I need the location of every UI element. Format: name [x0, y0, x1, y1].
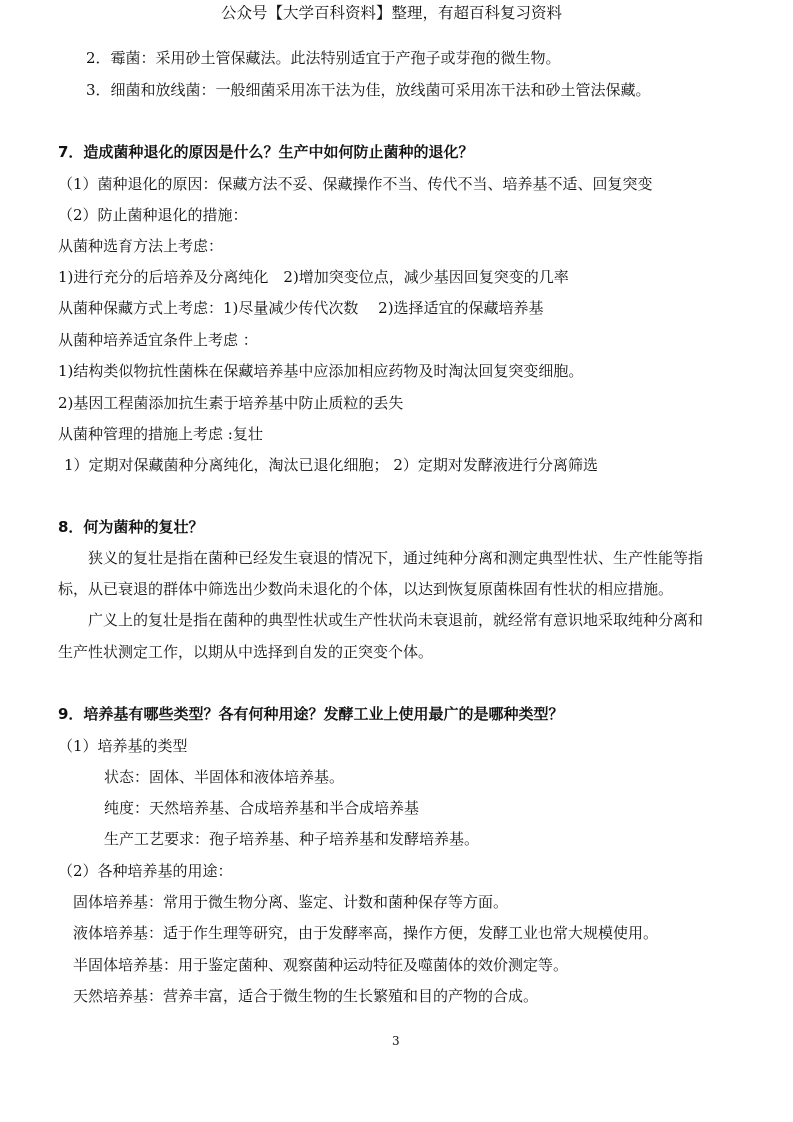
- q9-line: 液体培养基：适于作生理等研究，由于发酵率高，操作方便，发酵工业也常大规模使用。: [73, 924, 659, 942]
- q9-line: 生产工艺要求：孢子培养基、种子培养基和发酵培养基。: [104, 830, 480, 848]
- q7-line: 从菌种培养适宜条件上考虑 ：: [58, 331, 258, 349]
- q9-line: （1）培养基的类型: [58, 737, 188, 755]
- intro-item-2: 2．霉菌：采用砂土管保藏法。此法特别适宜于产孢子或芽孢的微生物。: [86, 49, 561, 67]
- page-header: 公众号【大学百科资料】整理，有超百科复习资料: [221, 4, 563, 22]
- q9-line: 纯度：天然培养基、合成培养基和半合成培养基: [104, 799, 420, 817]
- q7-line: 从菌种保藏方式上考虑：1)尽量减少传代次数 2)选择适宜的保藏培养基: [58, 299, 544, 317]
- q9-line: （2）各种培养基的用途：: [58, 862, 233, 880]
- q9-heading: 9．培养基有哪些类型？各有何种用途？发酵工业上使用最广的是哪种类型？: [58, 705, 564, 723]
- q8-paragraph-line: 生产性状测定工作，以期从中选择到自发的正突变个体。: [58, 643, 434, 661]
- q8-paragraph-line: 狭义的复壮是指在菌种已经发生衰退的情况下，通过纯种分离和测定典型性状、生产性能等指: [88, 549, 704, 567]
- q7-line: 1)结构类似物抗性菌株在保藏培养基中应添加相应药物及时淘汰回复突变细胞。: [58, 362, 584, 380]
- q7-line: 2)基因工程菌添加抗生素于培养基中防止质粒的丢失: [58, 394, 404, 412]
- q7-line: 1）定期对保藏菌种分离纯化，淘汰已退化细胞； 2）定期对发酵液进行分离筛选: [64, 456, 598, 474]
- q7-line: 1)进行充分的后培养及分离纯化 2)增加突变位点，减少基因回复突变的几率: [58, 268, 569, 286]
- q7-line: （2）防止菌种退化的措施：: [58, 206, 248, 224]
- q9-line: 半固体培养基：用于鉴定菌种、观察菌种运动特征及噬菌体的效价测定等。: [73, 956, 569, 974]
- q7-heading: 7．造成菌种退化的原因是什么？生产中如何防止菌种的退化？: [58, 143, 474, 161]
- q8-heading: 8．何为菌种的复壮？: [58, 518, 204, 536]
- q7-line: （1）菌种退化的原因：保藏方法不妥、保藏操作不当、传代不当、培养基不适、回复突变: [58, 175, 653, 193]
- q8-paragraph-line: 标，从已衰退的群体中筛选出少数尚未退化的个体，以达到恢复原菌株固有性状的相应措施。: [58, 580, 674, 598]
- intro-item-3: 3．细菌和放线菌：一般细菌采用冻干法为佳，放线菌可采用冻干法和砂土管法保藏。: [86, 81, 651, 99]
- q7-line: 从菌种选育方法上考虑：: [58, 237, 224, 255]
- page-number: 3: [392, 1034, 400, 1048]
- q7-line: 从菌种管理的措施上考虑 :复壮: [58, 425, 263, 443]
- q9-line: 天然培养基：营养丰富，适合于微生物的生长繁殖和目的产物的合成。: [73, 987, 539, 1005]
- q9-line: 固体培养基：常用于微生物分离、鉴定、计数和菌种保存等方面。: [73, 893, 509, 911]
- q8-paragraph-line: 广义上的复壮是指在菌种的典型性状或生产性状尚未衰退前，就经常有意识地采取纯种分离和: [88, 611, 704, 629]
- q9-line: 状态：固体、半固体和液体培养基。: [104, 768, 345, 786]
